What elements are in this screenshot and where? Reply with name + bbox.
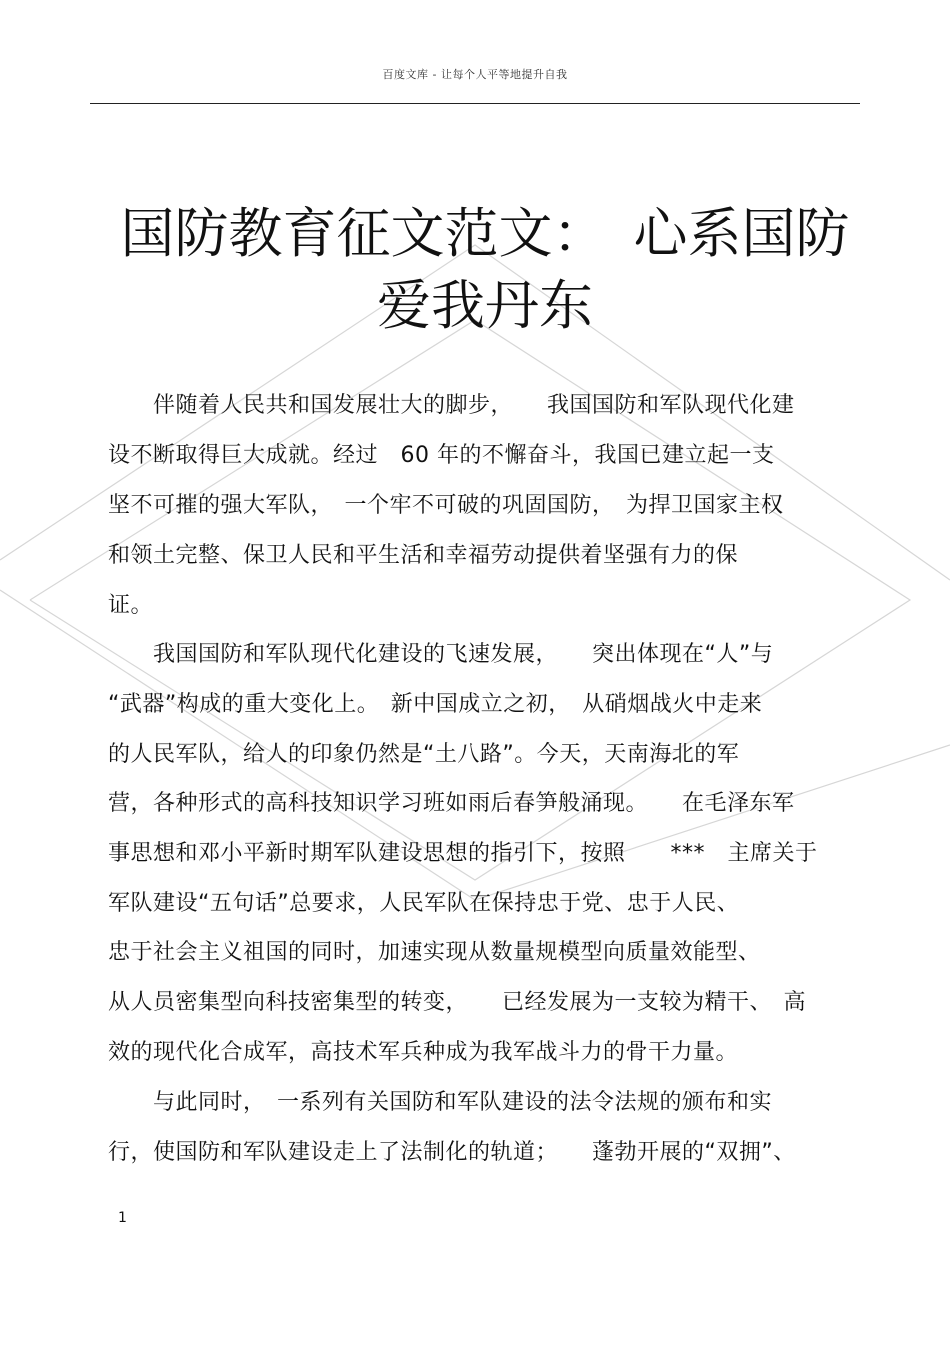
page-header: 百度文库 - 让每个人平等地提升自我	[382, 68, 568, 81]
body-line: 事思想和邓小平新时期军队建设思想的指引下，按照 *** 主席关于	[108, 841, 818, 866]
document-title	[90, 198, 880, 342]
body-line: 与此同时， 一系列有关国防和军队建设的法令法规的颁布和实	[108, 1090, 773, 1115]
title-line-2: 爱我丹东	[377, 274, 593, 337]
body-line: 营，各种形式的高科技知识学习班如雨后春笋般涌现。 在毛泽东军	[108, 791, 795, 816]
body-line: 行，使国防和军队建设走上了法制化的轨道； 蓬勃开展的“双拥”、	[108, 1140, 796, 1165]
body-line: 证。	[108, 593, 154, 618]
body-line: 的人民军队，给人的印象仍然是“土八路”。今天，天南海北的军	[108, 742, 740, 767]
title-line-1: 国防教育征文范文： 心系国防	[120, 202, 850, 265]
body-line: 从人员密集型向科技密集型的转变， 已经发展为一支较为精干、 高	[108, 990, 807, 1015]
body-line: 效的现代化合成军，高技术军兵种成为我军战斗力的骨干力量。	[108, 1040, 739, 1065]
body-line: 坚不可摧的强大军队， 一个牢不可破的巩固国防， 为捍卫国家主权	[108, 493, 784, 518]
body-line: 忠于社会主义祖国的同时，加速实现从数量规模型向质量效能型、	[108, 940, 761, 965]
header-divider	[90, 103, 860, 104]
body-line: 伴随着人民共和国发展壮大的脚步， 我国国防和军队现代化建	[108, 393, 795, 418]
page-number: 1	[118, 1210, 127, 1226]
body-line: 军队建设“五句话”总要求，人民军队在保持忠于党、忠于人民、	[108, 891, 740, 916]
body-line: 我国国防和军队现代化建设的飞速发展， 突出体现在“人”与	[108, 642, 774, 667]
body-line: 设不断取得巨大成就。经过 60 年的不懈奋斗，我国已建立起一支	[108, 443, 775, 468]
body-line: “武器”构成的重大变化上。 新中国成立之初， 从硝烟战火中走来	[108, 692, 763, 717]
body-line: 和领土完整、保卫人民和平生活和幸福劳动提供着坚强有力的保	[108, 543, 739, 568]
